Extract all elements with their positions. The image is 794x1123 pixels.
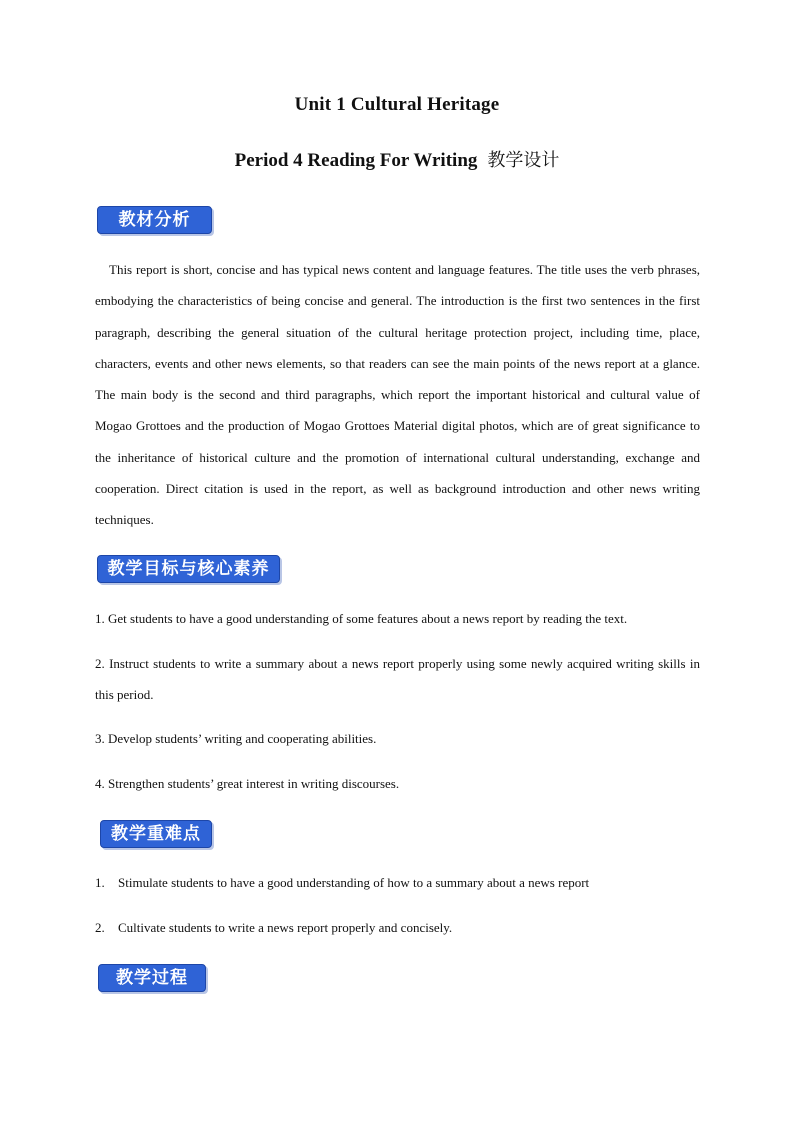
section-badge-key-points: 教学重难点	[100, 820, 212, 848]
key-point-item	[95, 867, 700, 898]
analysis-paragraph	[95, 254, 700, 536]
section-badge-analysis: 教材分析	[97, 206, 212, 234]
key-point-text: Stimulate students to have a good understanding of how to a summary about a news report	[118, 875, 590, 890]
objective-item: 2. Instruct students to write a summary about a news report properly using some newly acquired writing skills in this period.	[95, 656, 700, 702]
analysis-paragraph-text: This report is short, concise and has typical news content and language features. The title uses the verb phrases, embodying the characteristics of being concise and general. The introduction is the first two sentences in the first paragraph, describing the general situation of the cultural heritage protection project, including time, place, characters, events and other news elements, so that readers can see the main points of the news report at a glance. The main body is the second and third paragraphs, which report the important historical and cultural value of Mogao Grottoes and the production of Mogao Grottoes Material digital photos, which are of great significance to the inheritance of historical culture and the promotion of international cultural understanding, exchange and cooperation. Direct citation is used in the report, as well as background introduction and other news writing techniques.	[95, 262, 700, 528]
subtitle-english: Period 4 Reading For Writing	[234, 150, 478, 171]
document-subtitle	[0, 146, 794, 172]
objective-item: 4. Strengthen students’ great interest in writing discourses.	[95, 776, 400, 791]
section-badge-objectives: 教学目标与核心素养	[97, 555, 280, 583]
subtitle-chinese: 教学设计	[487, 150, 560, 171]
objective-item: 3. Develop students’ writing and cooperating abilities.	[95, 731, 377, 746]
key-point-number: 2.	[95, 920, 105, 935]
objective-item: 1. Get students to have a good understanding of some features about a news report by reading the text.	[95, 611, 628, 626]
document-title: Unit 1 Cultural Heritage	[294, 94, 500, 115]
section-badge-process: 教学过程	[98, 964, 206, 992]
key-point-text: Cultivate students to write a news report properly and concisely.	[118, 920, 453, 935]
key-point-number: 1.	[95, 875, 105, 890]
key-point-item	[95, 912, 700, 943]
